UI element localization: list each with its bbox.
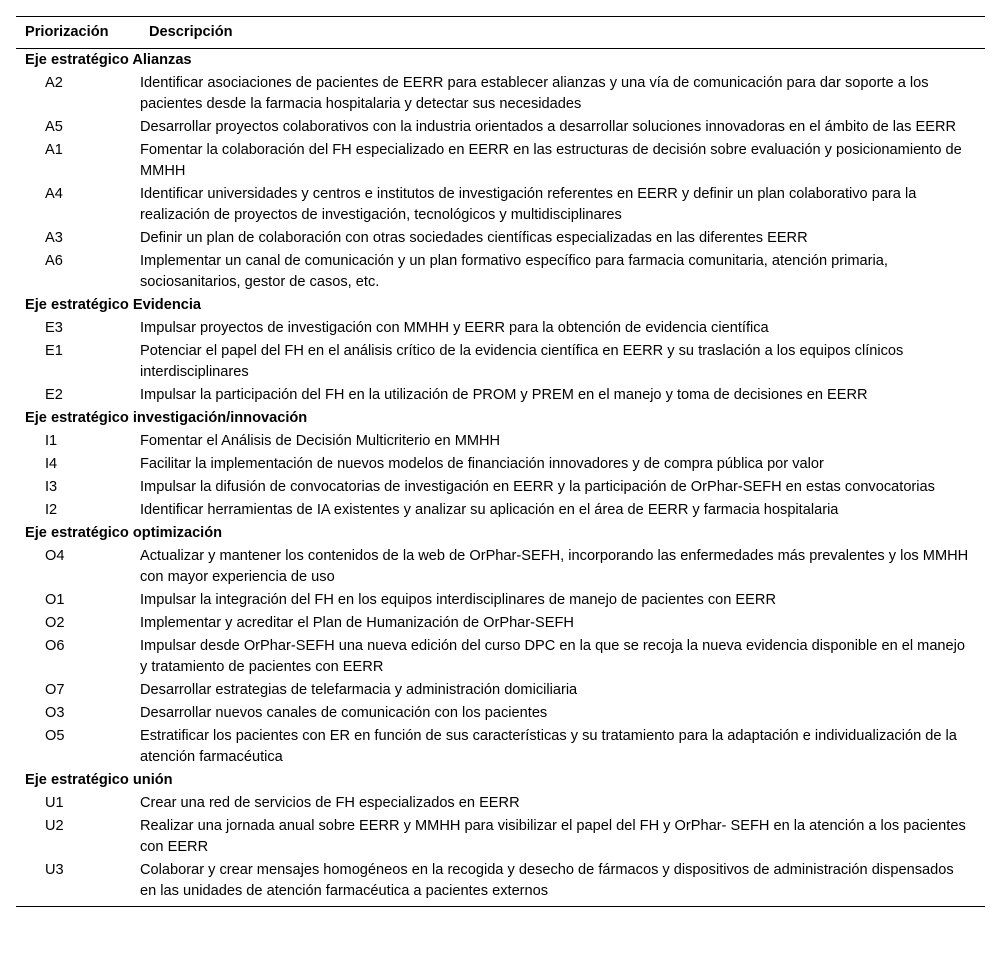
priority-code: I2 bbox=[45, 502, 58, 518]
table-row bbox=[16, 815, 985, 859]
priority-description: Fomentar el Análisis de Decisión Multicriterio en MMHH bbox=[140, 433, 501, 449]
table-row bbox=[16, 545, 985, 589]
table-row bbox=[16, 589, 985, 612]
priority-code: O3 bbox=[45, 705, 65, 721]
priority-code: O7 bbox=[45, 682, 65, 698]
table-row bbox=[16, 453, 985, 476]
table-row bbox=[16, 476, 985, 499]
table-row bbox=[16, 227, 985, 250]
priority-description: Impulsar proyectos de investigación con MMHH y EERR para la obtención de evidencia científica bbox=[140, 320, 769, 336]
priority-code: O1 bbox=[45, 592, 65, 608]
priorization-table bbox=[16, 16, 985, 907]
priority-description: Impulsar la difusión de convocatorias de investigación en EERR y la participación de OrPhar-SEFH en estas convocatorias bbox=[140, 479, 935, 495]
priority-code: O4 bbox=[45, 548, 65, 564]
table-row bbox=[16, 859, 985, 907]
table-row bbox=[16, 725, 985, 769]
priority-description: Impulsar la integración del FH en los equipos interdisciplinares de manejo de pacientes con EERR bbox=[140, 592, 776, 608]
priority-description: Crear una red de servicios de FH especializados en EERR bbox=[140, 795, 520, 811]
priority-description: Desarrollar nuevos canales de comunicación con los pacientes bbox=[140, 705, 548, 721]
group-title: Eje estratégico optimización bbox=[25, 525, 223, 541]
priority-description: Implementar un canal de comunicación y un plan formativo específico para farmacia comunitaria, atención primaria, sociosanitarios, gestor de casos, etc. bbox=[140, 253, 888, 290]
priority-code: I3 bbox=[45, 479, 58, 495]
table-row bbox=[16, 72, 985, 116]
group-row bbox=[16, 769, 985, 792]
priority-description: Actualizar y mantener los contenidos de la web de OrPhar-SEFH, incorporando las enfermedades más prevalentes y los MMHH con mayor experiencia de uso bbox=[140, 548, 969, 585]
table-row bbox=[16, 340, 985, 384]
priority-code: A2 bbox=[45, 75, 63, 91]
table-row bbox=[16, 679, 985, 702]
table-row bbox=[16, 792, 985, 815]
priority-code: I1 bbox=[45, 433, 58, 449]
priority-description: Colaborar y crear mensajes homogéneos en la recogida y desecho de fármacos y dispositivos de administración dispensados en las unidades de atención farmacéutica a pacientes externos bbox=[140, 862, 954, 899]
priority-description: Facilitar la implementación de nuevos modelos de financiación innovadores y de compra pública por valor bbox=[140, 456, 824, 472]
table-row bbox=[16, 139, 985, 183]
group-row bbox=[16, 49, 985, 73]
priority-code: A5 bbox=[45, 119, 63, 135]
table-row bbox=[16, 702, 985, 725]
priority-description: Desarrollar proyectos colaborativos con la industria orientados a desarrollar soluciones innovadoras en el ámbito de las EERR bbox=[140, 119, 957, 135]
priority-description: Realizar una jornada anual sobre EERR y MMHH para visibilizar el papel del FH y OrPhar- SEFH en la atención a los pacientes con EERR bbox=[140, 818, 966, 855]
priority-code: A4 bbox=[45, 186, 63, 202]
priority-description: Estratificar los pacientes con ER en función de sus características y su tratamiento para la adaptación e individualización de la atención farmacéutica bbox=[140, 728, 957, 765]
priority-description: Potenciar el papel del FH en el análisis crítico de la evidencia científica en EERR y su traslación a los equipos clínicos interdisciplinares bbox=[140, 343, 904, 380]
priority-description: Identificar universidades y centros e institutos de investigación referentes en EERR y definir un plan colaborativo para la realización de proyectos de investigación, tecnológicos y multidisciplinares bbox=[140, 186, 917, 223]
group-title: Eje estratégico Evidencia bbox=[25, 297, 202, 313]
priority-code: A3 bbox=[45, 230, 63, 246]
priority-code: A1 bbox=[45, 142, 63, 158]
group-row bbox=[16, 407, 985, 430]
header-row bbox=[16, 17, 985, 49]
table-row bbox=[16, 430, 985, 453]
table-row bbox=[16, 183, 985, 227]
header-descripcion: Descripción bbox=[149, 24, 233, 40]
priority-description: Definir un plan de colaboración con otras sociedades científicas especializadas en las diferentes EERR bbox=[140, 230, 808, 246]
priority-code: U3 bbox=[45, 862, 64, 878]
group-title: Eje estratégico investigación/innovación bbox=[25, 410, 308, 426]
priority-code: O6 bbox=[45, 638, 65, 654]
group-title: Eje estratégico unión bbox=[25, 772, 173, 788]
priority-code: U1 bbox=[45, 795, 64, 811]
priority-description: Identificar asociaciones de pacientes de EERR para establecer alianzas y una vía de comunicación para dar soporte a los pacientes desde la farmacia hospitalaria y detectar sus necesidades bbox=[140, 75, 929, 112]
group-title: Eje estratégico Alianzas bbox=[25, 52, 192, 68]
priority-description: Impulsar desde OrPhar-SEFH una nueva edición del curso DPC en la que se recoja la nueva evidencia disponible en el manejo y tratamiento de pacientes con EERR bbox=[140, 638, 966, 675]
header-priorizacion: Priorización bbox=[25, 24, 109, 40]
table-row bbox=[16, 384, 985, 407]
table-row bbox=[16, 250, 985, 294]
group-row bbox=[16, 294, 985, 317]
table-header bbox=[16, 17, 985, 49]
priority-code: I4 bbox=[45, 456, 58, 472]
table-row bbox=[16, 317, 985, 340]
group-row bbox=[16, 522, 985, 545]
priority-code: E2 bbox=[45, 387, 63, 403]
priority-code: O2 bbox=[45, 615, 65, 631]
priority-code: U2 bbox=[45, 818, 64, 834]
table-row bbox=[16, 612, 985, 635]
table-row bbox=[16, 116, 985, 139]
priority-description: Impulsar la participación del FH en la utilización de PROM y PREM en el manejo y toma de decisiones en EERR bbox=[140, 387, 868, 403]
priority-code: A6 bbox=[45, 253, 63, 269]
table-row bbox=[16, 635, 985, 679]
priority-description: Desarrollar estrategias de telefarmacia y administración domiciliaria bbox=[140, 682, 578, 698]
table-body bbox=[16, 49, 985, 907]
priority-description: Identificar herramientas de IA existentes y analizar su aplicación en el área de EERR y farmacia hospitalaria bbox=[140, 502, 839, 518]
priority-description: Fomentar la colaboración del FH especializado en EERR en las estructuras de decisión sobre evaluación y posicionamiento de MMHH bbox=[140, 142, 962, 179]
priority-code: E1 bbox=[45, 343, 63, 359]
priority-code: O5 bbox=[45, 728, 65, 744]
priority-code: E3 bbox=[45, 320, 63, 336]
table-row bbox=[16, 499, 985, 522]
priority-description: Implementar y acreditar el Plan de Humanización de OrPhar-SEFH bbox=[140, 615, 574, 631]
